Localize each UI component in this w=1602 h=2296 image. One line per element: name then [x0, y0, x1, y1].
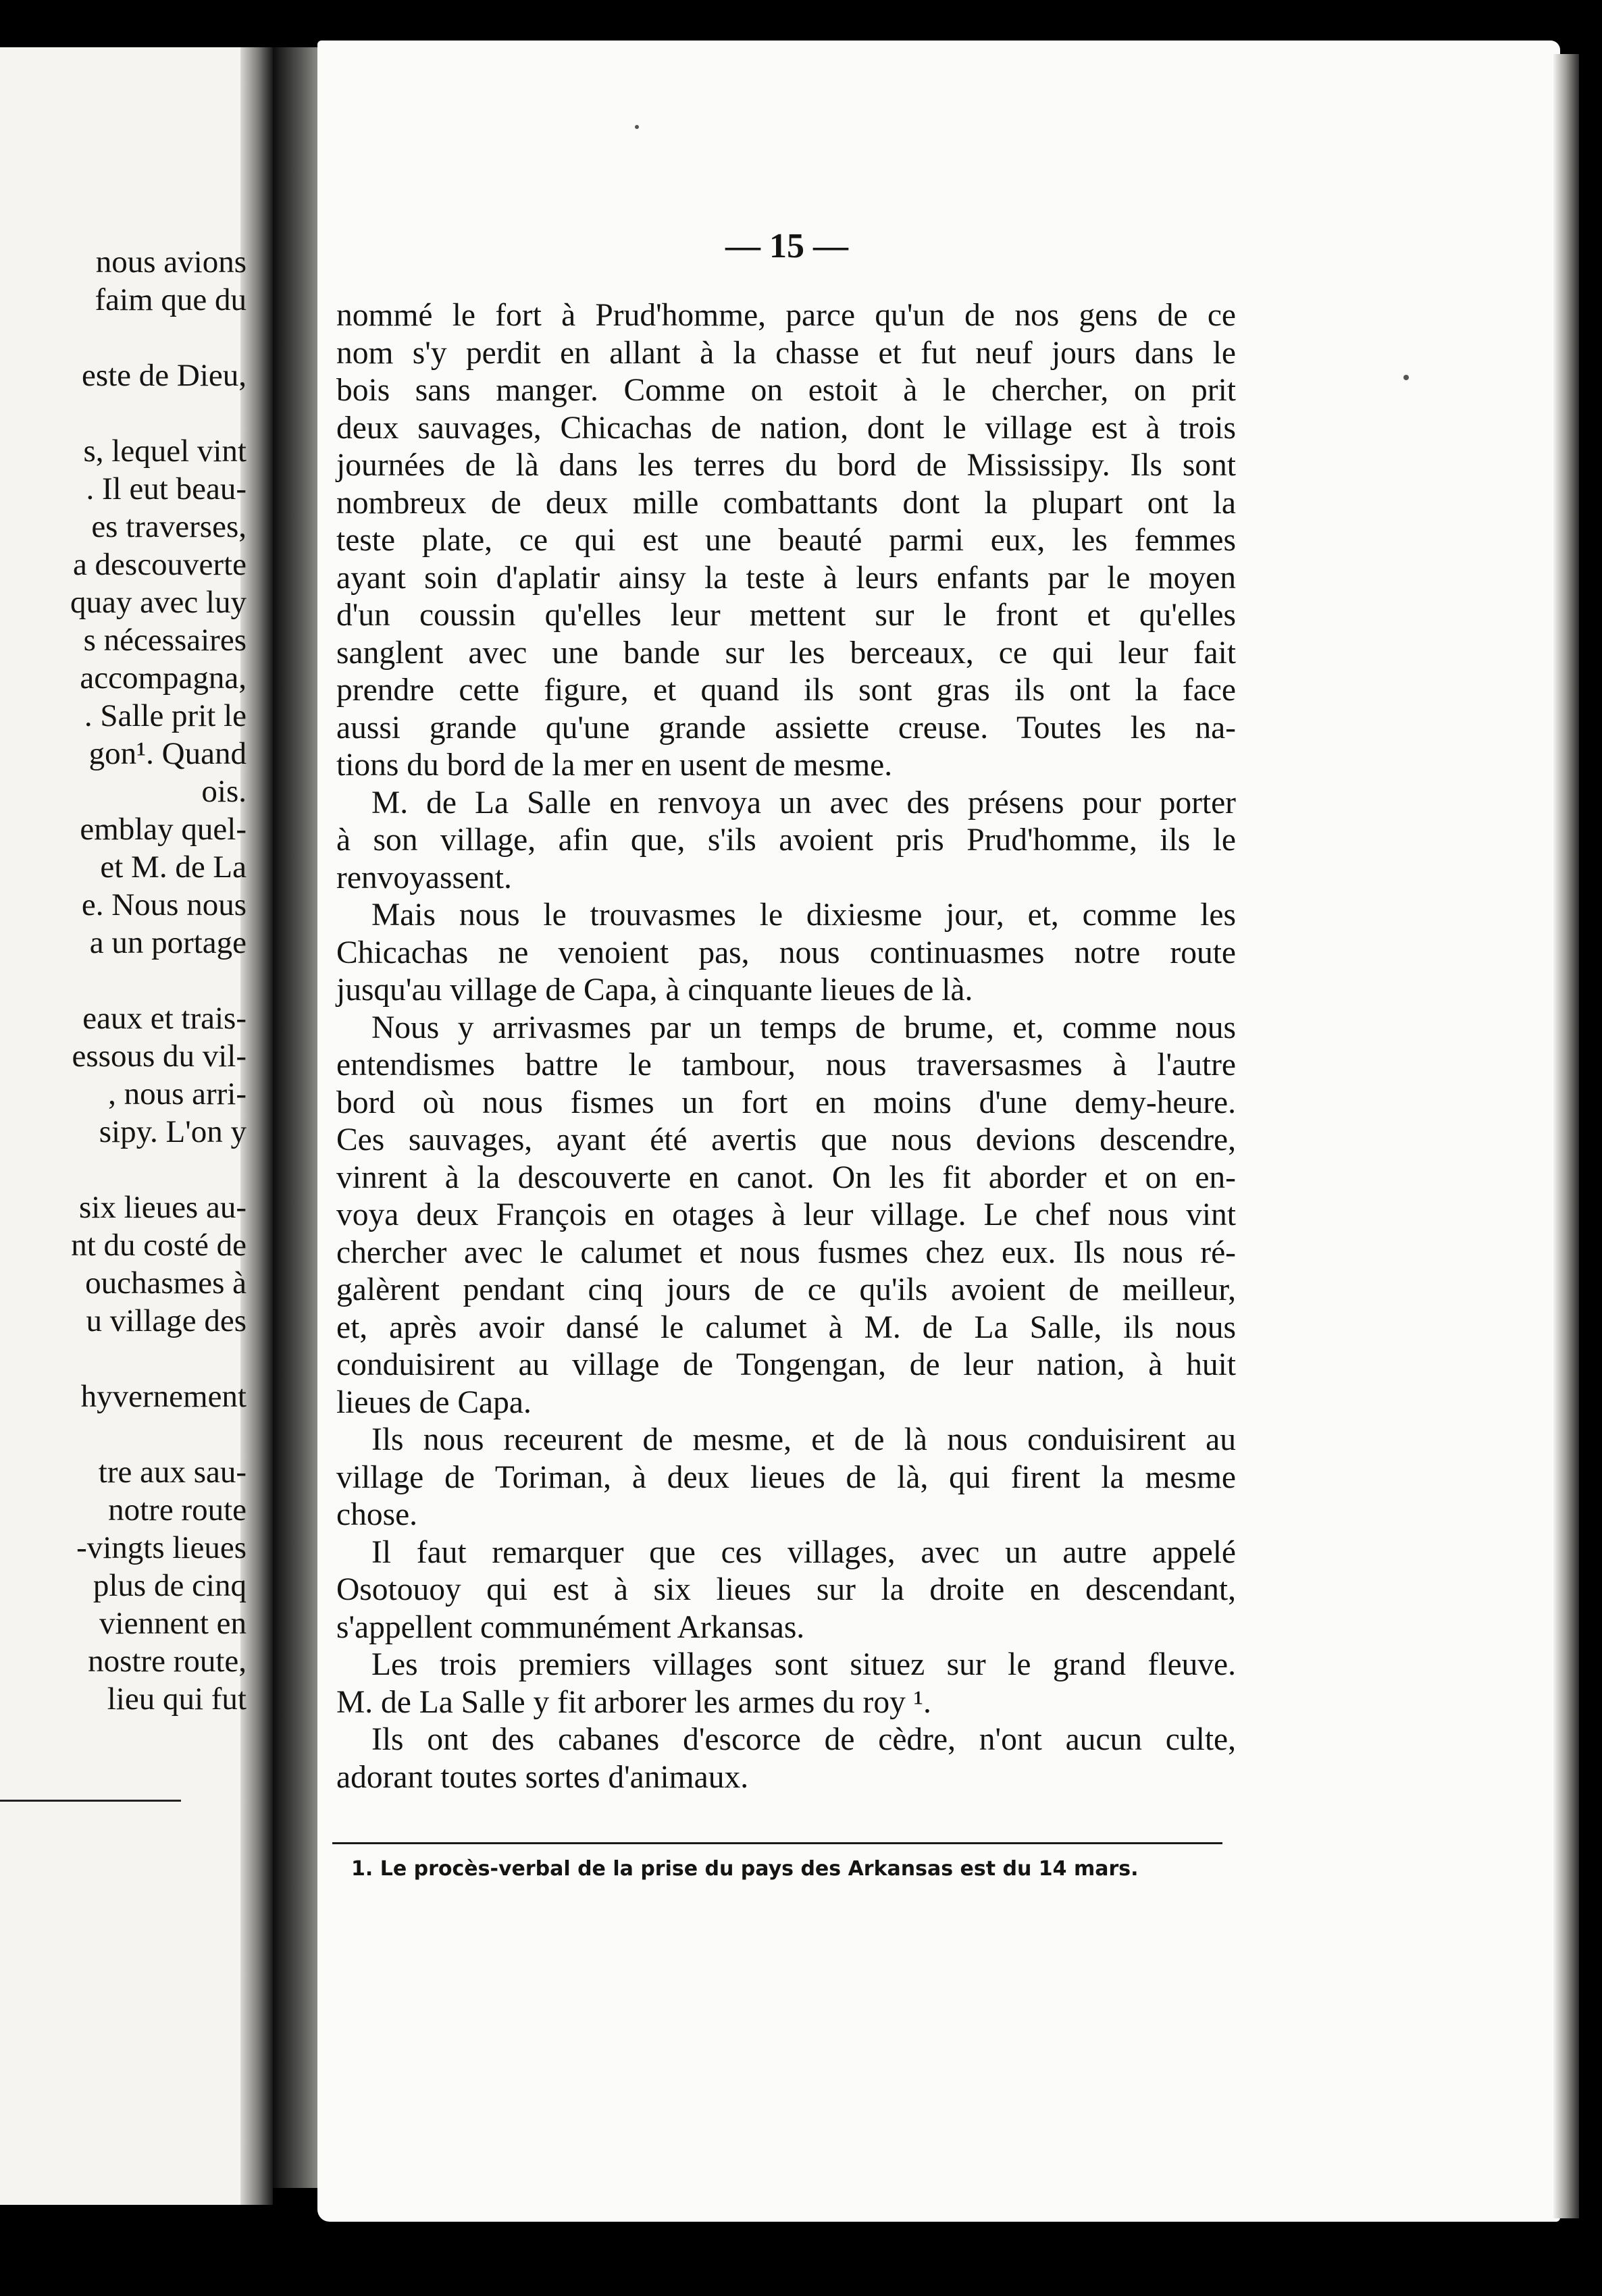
left-page-line: tre aux sau-: [98, 1455, 247, 1490]
text-line: tions du bord de la mer en usent de mesme.: [336, 748, 893, 783]
left-page-line: et M. de La: [100, 850, 247, 885]
left-page-line: six lieues au-: [79, 1190, 247, 1225]
page-number: — 15 —: [725, 227, 848, 265]
left-page-line: [0, 1415, 247, 1453]
text-line: jusqu'au village de Capa, à cinquante lieues de là.: [336, 972, 973, 1008]
left-page-line: sipy. L'on y: [99, 1114, 247, 1149]
left-page-line: . Salle prit le: [84, 698, 247, 733]
left-page-line: ouchasmes à: [85, 1266, 247, 1301]
text-line: aussi grande qu'une grande assiette creuse. Toutes les na-: [336, 710, 1236, 746]
body-text: [336, 297, 1236, 1796]
text-line: bord où nous fismes un fort en moins d'une demy-heure.: [336, 1085, 1236, 1120]
text-line: Osotouoy qui est à six lieues sur la droite en descendant,: [336, 1572, 1236, 1607]
text-line: entendismes battre le tambour, nous traversasmes à l'autre: [336, 1047, 1236, 1082]
left-page-line: eaux et trais-: [82, 1001, 247, 1036]
left-page-line: quay avec luy: [70, 585, 247, 620]
text-line: journées de là dans les terres du bord de Mississipy. Ils sont: [336, 448, 1236, 483]
text-line: Chicachas ne venoient pas, nous continuasmes notre route: [336, 935, 1236, 970]
footnote-rule: [332, 1842, 1222, 1844]
left-page-line: , nous arri-: [108, 1076, 247, 1112]
footnote: 1. Le procès-verbal de la prise du pays des Arkansas est du 14 mars.: [351, 1857, 1139, 1881]
text-line: chose.: [336, 1497, 418, 1532]
text-line: ayant soin d'aplatir ainsy la teste à leurs enfants par le moyen: [336, 560, 1236, 596]
text-line: prendre cette figure, et quand ils sont gras ils ont la face: [336, 673, 1236, 708]
left-page-line: [0, 319, 247, 357]
text-line: teste plate, ce qui est une beauté parmi eux, les femmes: [336, 523, 1236, 558]
text-line: nommé le fort à Prud'homme, parce qu'un de nos gens de ce: [336, 298, 1236, 333]
text-line: Nous y arrivasmes par un temps de brume, et, comme nous: [371, 1010, 1236, 1045]
text-line: Mais nous le trouvasmes le dixiesme jour, et, comme les: [371, 897, 1236, 933]
text-line: lieues de Capa.: [336, 1384, 532, 1420]
left-page-line: notre route: [108, 1492, 247, 1528]
text-line: chercher avec le calumet et nous fusmes chez eux. Ils nous ré-: [336, 1234, 1236, 1270]
left-page-line: este de Dieu,: [81, 358, 247, 393]
left-page-line: hyvernement: [80, 1379, 247, 1414]
left-page-line: a un portage: [89, 925, 247, 960]
text-line: vinrent à la descouverte en canot. On les fit aborder et on en-: [336, 1159, 1236, 1195]
text-line: à son village, afin que, s'ils avoient pris Prud'homme, ils le: [336, 823, 1236, 858]
text-line: Ils nous receurent de mesme, et de là nous conduisirent au: [371, 1422, 1236, 1457]
left-page-line: [0, 394, 247, 432]
text-line: village de Toriman, à deux lieues de là, qui firent la mesme: [336, 1459, 1236, 1495]
text-line: d'un coussin qu'elles leur mettent sur le front et qu'elles: [336, 598, 1236, 633]
paper-speck: [635, 125, 639, 129]
text-line: galèrent pendant cinq jours de ce qu'ils avoient de meilleur,: [336, 1272, 1236, 1307]
text-line: Ils ont des cabanes d'escorce de cèdre, n'ont aucun culte,: [371, 1722, 1236, 1757]
page-edge-shadow: [1553, 54, 1579, 2218]
left-page-line: essous du vil-: [72, 1039, 247, 1074]
left-page-line: s nécessaires: [83, 623, 247, 658]
text-line: Il faut remarquer que ces villages, avec un autre appelé: [371, 1534, 1236, 1570]
text-line: renvoyassent.: [336, 860, 512, 895]
left-page-line: e. Nous nous: [81, 887, 247, 922]
left-page-line: es traverses,: [91, 509, 247, 544]
left-page-line: nt du costé de: [71, 1228, 247, 1263]
text-line: nombreux de deux mille combattants dont la plupart ont la: [336, 485, 1236, 521]
left-page-line: accompagna,: [80, 660, 247, 696]
text-line: adorant toutes sortes d'animaux.: [336, 1759, 749, 1795]
left-page-line: s, lequel vint: [83, 434, 247, 469]
left-page-line: a descouverte: [72, 547, 247, 582]
left-page-line: ois.: [201, 774, 247, 809]
text-line: voya deux François en otages à leur village. Le chef nous vint: [336, 1197, 1236, 1232]
left-page-line: gon¹. Quand: [88, 736, 247, 771]
paper-speck: [1403, 375, 1409, 380]
left-page-line: faim que du: [95, 282, 247, 317]
left-page-line: . Il eut beau-: [86, 471, 247, 506]
left-page-line: [0, 1340, 247, 1378]
text-line: M. de La Salle y fit arborer les armes du roy ¹.: [336, 1684, 931, 1720]
left-footnote-rule: [0, 1800, 181, 1802]
left-page-line: plus de cinq: [93, 1568, 247, 1603]
left-page-line: emblay quel-: [80, 812, 247, 847]
text-line: conduisirent au village de Tongengan, de leur nation, à huit: [336, 1347, 1236, 1382]
left-page-line: viennent en: [99, 1606, 247, 1641]
left-page-line: -vingts lieues: [76, 1530, 247, 1565]
left-page-line: lieu qui fut: [107, 1681, 247, 1717]
left-page-line: nostre route,: [88, 1644, 247, 1679]
text-line: s'appellent communément Arkansas.: [336, 1609, 805, 1645]
text-line: et, après avoir dansé le calumet à M. de La Salle, ils nous: [336, 1309, 1236, 1345]
text-line: sanglent avec une bande sur les berceaux, ce qui leur fait: [336, 635, 1236, 671]
left-page-line: u village des: [86, 1303, 247, 1338]
left-page-line: [0, 962, 247, 999]
text-line: Les trois premiers villages sont situez sur le grand fleuve.: [371, 1647, 1236, 1682]
left-page-text: [0, 243, 247, 1718]
text-line: bois sans manger. Comme on estoit à le chercher, on prit: [336, 373, 1236, 408]
text-line: deux sauvages, Chicachas de nation, dont le village est à trois: [336, 410, 1236, 446]
left-page-line: [0, 1151, 247, 1189]
text-line: nom s'y perdit en allant à la chasse et fut neuf jours dans le: [336, 335, 1236, 371]
left-page-line: nous avions: [95, 244, 247, 280]
text-line: Ces sauvages, ayant été avertis que nous devions descendre,: [336, 1122, 1236, 1157]
text-line: M. de La Salle en renvoya un avec des présens pour porter: [371, 785, 1236, 820]
